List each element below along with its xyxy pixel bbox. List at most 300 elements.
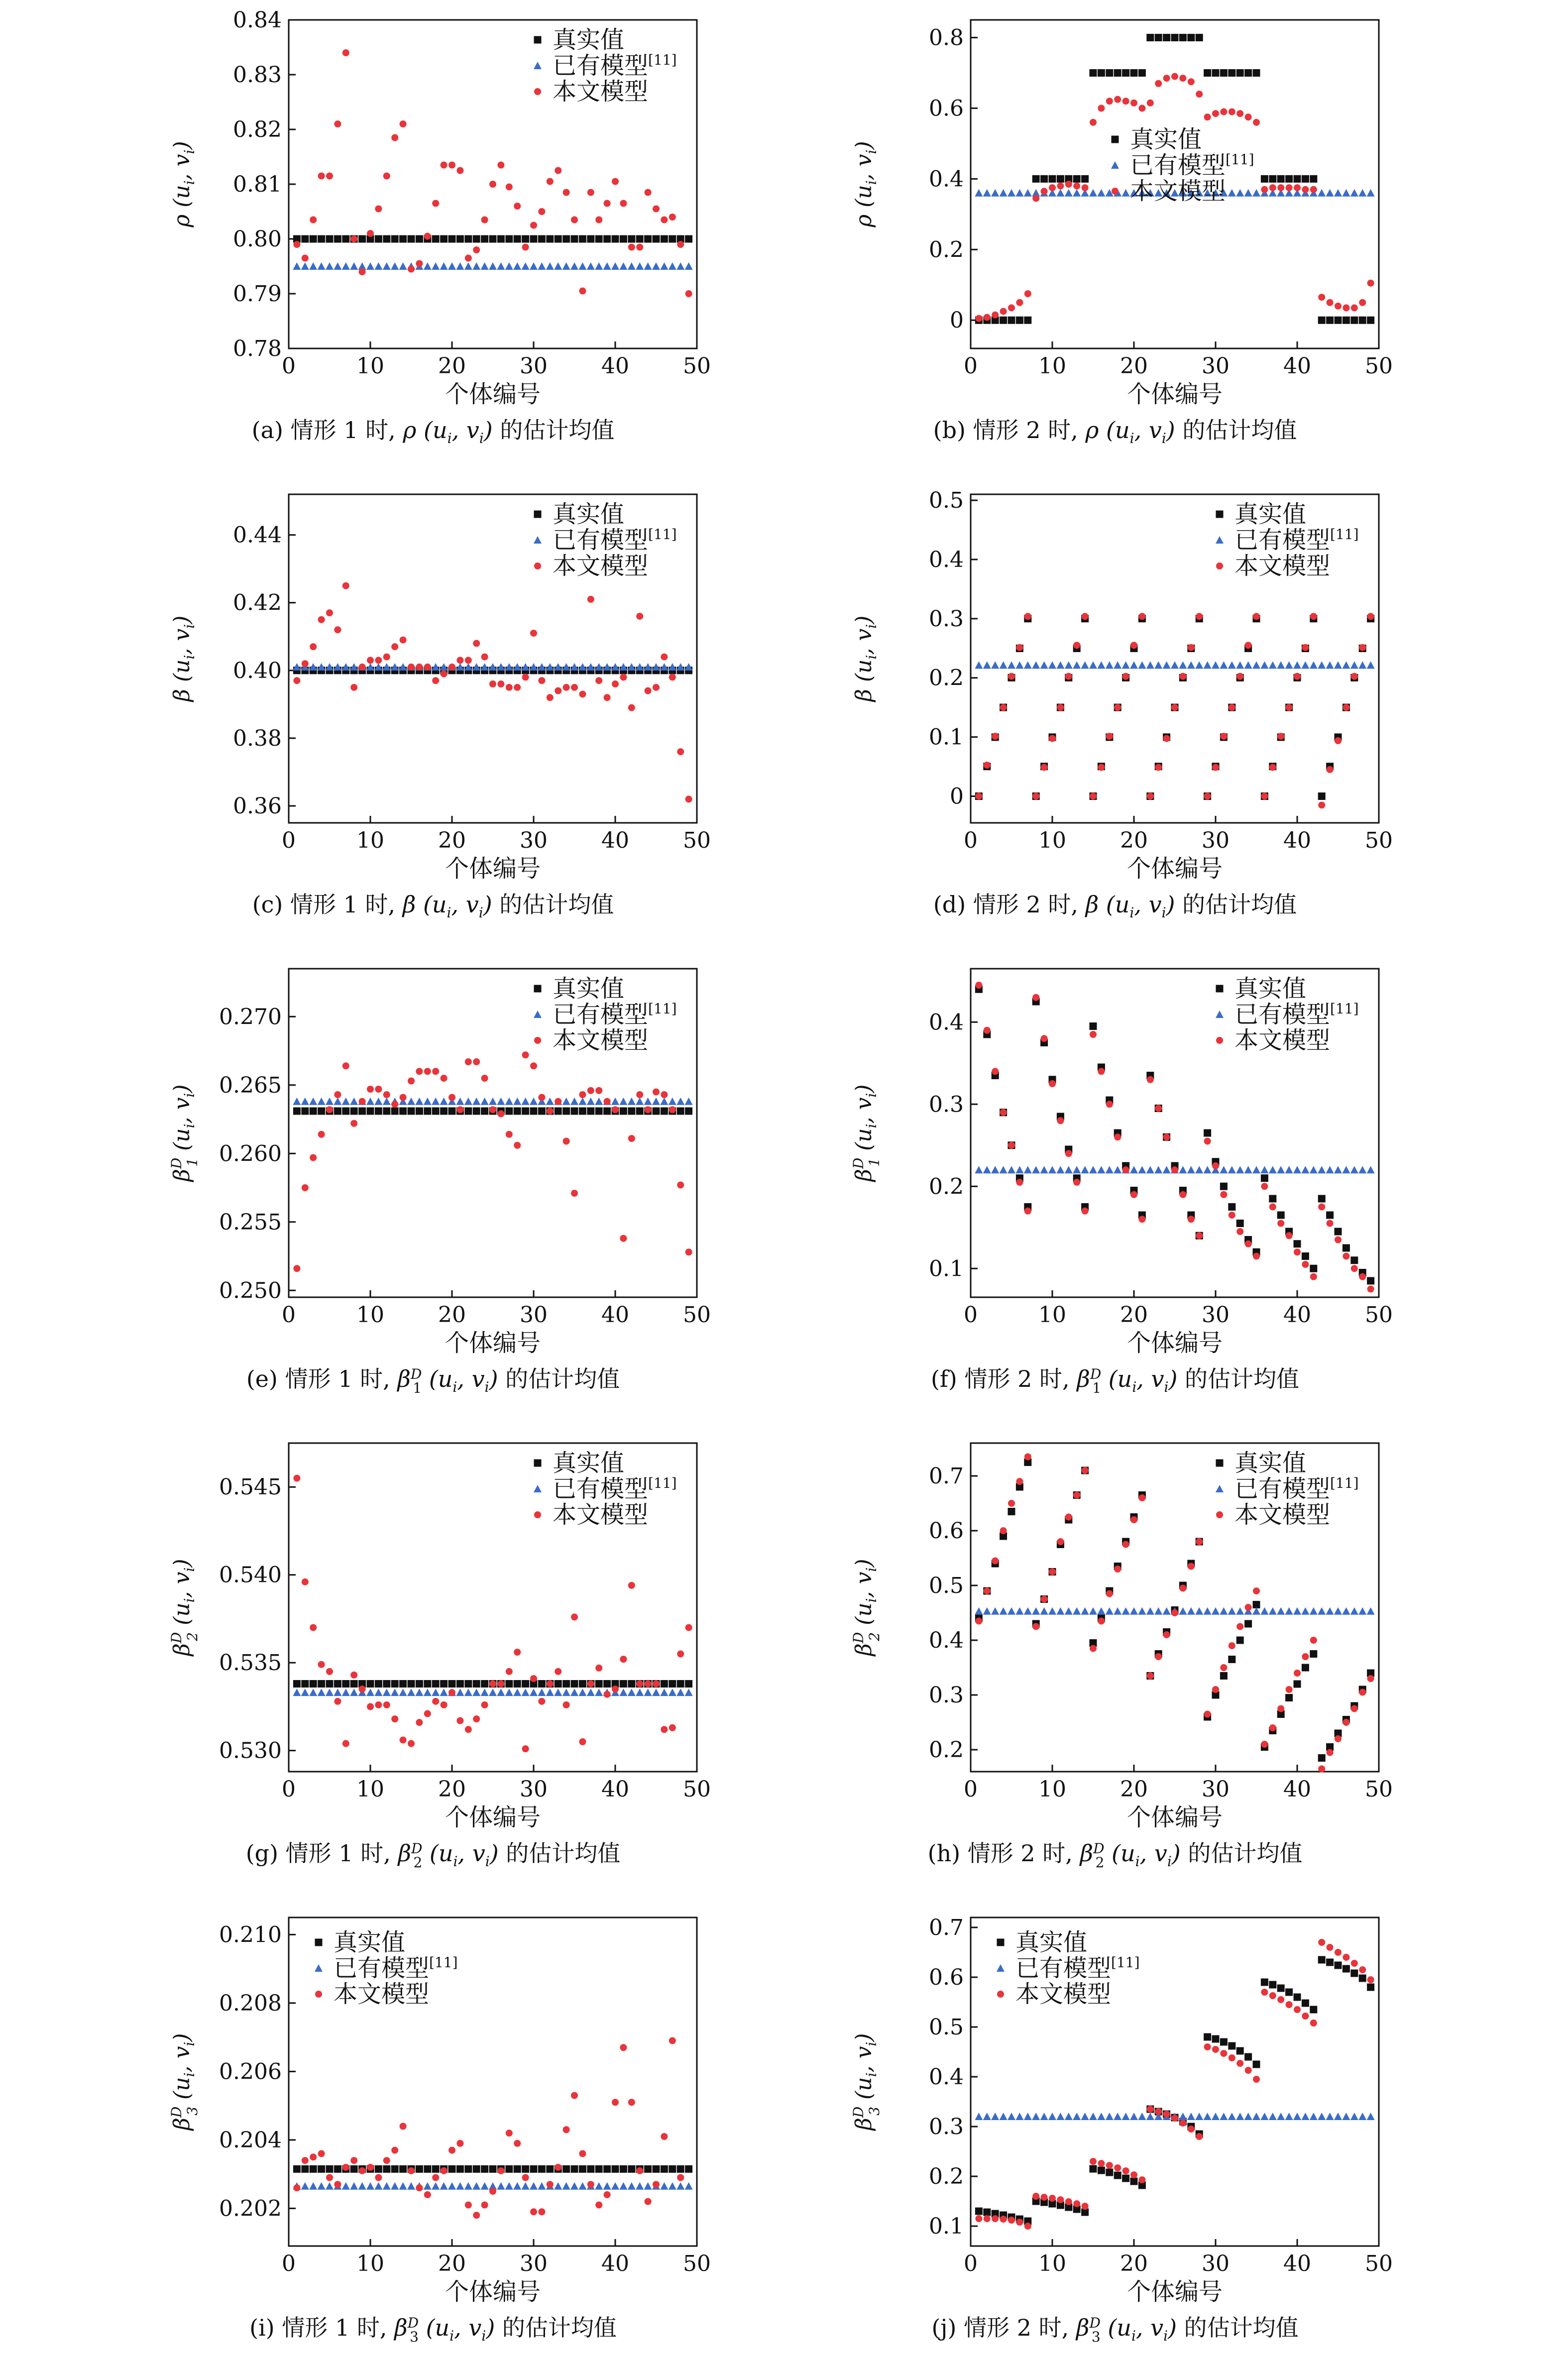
true-value-point bbox=[1090, 69, 1097, 77]
proposed-model-point bbox=[1212, 2046, 1219, 2053]
proposed-model-point bbox=[481, 654, 488, 661]
y-axis-label: $\beta^D2$ ($u_i$, $v_i$) bbox=[850, 1559, 883, 1656]
proposed-model-point bbox=[1188, 1216, 1195, 1223]
true-value-point bbox=[530, 235, 538, 243]
proposed-model-point bbox=[334, 1698, 341, 1705]
existing-model-point bbox=[1204, 2113, 1212, 2120]
true-value-point bbox=[1367, 317, 1374, 324]
true-value-point bbox=[620, 2165, 627, 2173]
existing-model-point bbox=[1187, 1607, 1195, 1615]
existing-model-point bbox=[530, 1098, 538, 1105]
existing-model-point bbox=[334, 1098, 341, 1105]
proposed-model-point bbox=[448, 664, 455, 671]
existing-model-point bbox=[619, 1098, 627, 1105]
existing-model-point bbox=[1089, 1166, 1097, 1173]
series-triangle bbox=[293, 262, 692, 270]
proposed-model-point bbox=[1351, 673, 1358, 680]
proposed-model-point bbox=[497, 162, 504, 169]
proposed-model-point bbox=[441, 1701, 448, 1708]
proposed-model-point bbox=[465, 255, 472, 262]
proposed-model-point bbox=[1335, 1949, 1342, 1956]
proposed-model-point bbox=[1359, 1273, 1366, 1280]
proposed-model-point bbox=[563, 1138, 570, 1145]
true-value-point bbox=[653, 235, 660, 243]
y-tick-label: 0.83 bbox=[233, 62, 282, 88]
existing-model-point bbox=[1220, 2113, 1228, 2120]
existing-model-point bbox=[505, 262, 513, 270]
proposed-model-point bbox=[367, 230, 374, 237]
existing-model-point bbox=[554, 262, 562, 270]
proposed-model-point bbox=[473, 1058, 480, 1065]
proposed-model-point bbox=[391, 643, 398, 650]
existing-model-point bbox=[464, 1689, 472, 1696]
true-value-point bbox=[1155, 34, 1162, 41]
y-tick-label: 0.4 bbox=[929, 1628, 964, 1653]
proposed-model-point bbox=[1343, 704, 1349, 711]
proposed-model-point bbox=[481, 217, 488, 224]
true-value-point bbox=[1302, 175, 1309, 183]
existing-model-point bbox=[1130, 1166, 1138, 1173]
true-value-point bbox=[326, 235, 334, 243]
existing-model-point bbox=[587, 1689, 595, 1696]
proposed-model-point bbox=[1114, 2164, 1121, 2171]
true-value-point bbox=[481, 1680, 488, 1688]
proposed-model-point bbox=[1000, 2216, 1007, 2223]
proposed-model-point bbox=[1327, 1749, 1334, 1756]
existing-model-point bbox=[530, 2182, 538, 2190]
true-value-point bbox=[456, 2165, 464, 2173]
proposed-model-point bbox=[1106, 1101, 1113, 1108]
proposed-model-point bbox=[441, 1075, 448, 1082]
existing-model-point bbox=[472, 1098, 480, 1105]
x-tick-label: 10 bbox=[1038, 828, 1066, 853]
y-tick-label: 0.1 bbox=[929, 724, 964, 750]
proposed-model-point bbox=[1114, 96, 1121, 103]
proposed-model-point bbox=[1073, 2200, 1080, 2207]
true-value-point bbox=[1130, 69, 1138, 77]
existing-model-point bbox=[505, 2182, 513, 2190]
true-value-point bbox=[326, 1680, 334, 1688]
proposed-model-point bbox=[489, 680, 496, 687]
existing-model-point bbox=[1326, 661, 1334, 669]
proposed-model-point bbox=[416, 2184, 423, 2191]
x-tick-label: 10 bbox=[356, 353, 384, 379]
existing-model-point bbox=[1008, 1166, 1015, 1173]
panel-b bbox=[851, 20, 1393, 447]
proposed-model-point bbox=[1024, 613, 1031, 620]
x-tick-label: 40 bbox=[1283, 828, 1311, 853]
proposed-model-point bbox=[1261, 1741, 1268, 1748]
y-tick-label: 0.5 bbox=[929, 2015, 964, 2040]
series-triangle bbox=[293, 663, 692, 671]
true-value-point bbox=[473, 2165, 480, 2173]
proposed-model-point bbox=[1220, 1191, 1227, 1198]
proposed-model-point bbox=[1163, 735, 1170, 742]
existing-model-point bbox=[669, 1689, 676, 1696]
existing-model-point bbox=[489, 1098, 497, 1105]
existing-model-point bbox=[415, 1689, 423, 1696]
proposed-model-point bbox=[1041, 188, 1048, 195]
existing-model-point bbox=[1122, 2113, 1130, 2120]
proposed-model-point bbox=[1171, 1166, 1178, 1173]
proposed-model-point bbox=[514, 684, 521, 691]
proposed-model-point bbox=[473, 2212, 480, 2219]
proposed-model-point bbox=[1294, 2006, 1301, 2013]
existing-model-point bbox=[562, 1098, 570, 1105]
true-value-point bbox=[1024, 317, 1031, 324]
proposed-model-point bbox=[1057, 1117, 1064, 1124]
proposed-model-point bbox=[1024, 1454, 1031, 1461]
proposed-model-point bbox=[1008, 304, 1015, 311]
proposed-model-point bbox=[1147, 1673, 1154, 1680]
existing-model-point bbox=[1334, 661, 1342, 669]
true-value-point bbox=[1049, 175, 1056, 183]
true-value-point bbox=[358, 1108, 366, 1115]
legend bbox=[1216, 975, 1359, 1054]
panel-e bbox=[168, 969, 711, 1396]
existing-model-point bbox=[587, 1098, 595, 1105]
existing-model-point bbox=[538, 2182, 546, 2190]
proposed-model-point bbox=[563, 189, 570, 196]
true-value-point bbox=[1228, 1203, 1235, 1211]
proposed-model-point bbox=[1041, 1035, 1048, 1042]
true-value-point bbox=[1204, 69, 1211, 77]
legend-label: 本文模型 bbox=[1234, 552, 1331, 580]
proposed-model-point bbox=[1294, 184, 1301, 191]
existing-model-point bbox=[481, 1098, 489, 1105]
y-tick-label: 0.8 bbox=[929, 25, 964, 51]
true-value-point bbox=[375, 2165, 382, 2173]
existing-model-point bbox=[1097, 2113, 1105, 2120]
existing-model-point bbox=[1097, 1166, 1105, 1173]
proposed-model-point bbox=[1367, 1286, 1374, 1293]
existing-model-point bbox=[1122, 661, 1130, 669]
x-tick-label: 40 bbox=[601, 353, 629, 379]
true-value-point bbox=[424, 2165, 431, 2173]
proposed-model-point bbox=[497, 680, 504, 687]
legend-label: 本文模型 bbox=[553, 1501, 649, 1529]
proposed-model-point bbox=[293, 1475, 300, 1482]
existing-model-point bbox=[1008, 1607, 1015, 1615]
true-value-point bbox=[489, 235, 497, 243]
existing-model-point bbox=[676, 2182, 684, 2190]
proposed-model-point bbox=[595, 677, 602, 684]
x-tick-label: 20 bbox=[1120, 353, 1148, 379]
proposed-model-point bbox=[677, 1651, 684, 1658]
x-tick-label: 30 bbox=[520, 828, 548, 853]
true-value-point bbox=[1310, 1650, 1317, 1658]
x-tick-label: 0 bbox=[964, 1302, 978, 1328]
existing-model-point bbox=[301, 2182, 309, 2190]
true-value-point bbox=[1122, 69, 1129, 77]
panel-d bbox=[851, 488, 1393, 921]
existing-model-point bbox=[1220, 661, 1228, 669]
proposed-model-point bbox=[975, 315, 982, 322]
true-value-point bbox=[1261, 175, 1268, 183]
x-tick-label: 40 bbox=[601, 1777, 629, 1802]
proposed-model-point bbox=[1122, 673, 1129, 680]
proposed-model-point bbox=[1163, 1631, 1170, 1638]
legend-label: 已有模型[11] bbox=[1130, 151, 1254, 179]
proposed-model-point bbox=[1294, 673, 1301, 680]
proposed-model-point bbox=[408, 266, 415, 273]
true-value-point bbox=[538, 235, 546, 243]
true-value-point bbox=[456, 235, 464, 243]
proposed-model-point bbox=[992, 312, 999, 319]
true-value-point bbox=[685, 235, 692, 243]
x-tick-label: 10 bbox=[1038, 2251, 1066, 2276]
true-value-point bbox=[1016, 317, 1023, 324]
y-tick-label: 0.208 bbox=[219, 1990, 282, 2016]
legend-label: 真实值 bbox=[553, 26, 625, 54]
proposed-model-point bbox=[1098, 1068, 1105, 1075]
true-value-point bbox=[408, 235, 415, 243]
existing-model-point bbox=[374, 1098, 382, 1105]
true-value-point bbox=[383, 1680, 390, 1688]
proposed-model-point bbox=[636, 613, 643, 620]
proposed-model-point bbox=[1261, 1989, 1268, 1996]
proposed-model-point bbox=[334, 626, 341, 633]
legend-marker-triangle bbox=[534, 1011, 542, 1018]
proposed-model-point bbox=[424, 2191, 431, 2198]
existing-model-point bbox=[440, 2182, 448, 2190]
true-value-point bbox=[1220, 2038, 1228, 2046]
proposed-model-point bbox=[1343, 1954, 1349, 1961]
true-value-point bbox=[301, 235, 309, 243]
proposed-model-point bbox=[984, 762, 991, 769]
proposed-model-point bbox=[506, 1131, 513, 1138]
proposed-model-point bbox=[685, 1248, 692, 1255]
existing-model-point bbox=[1032, 1607, 1040, 1615]
existing-model-point bbox=[1081, 1166, 1089, 1173]
existing-model-point bbox=[1048, 661, 1056, 669]
legend-marker-circle bbox=[1216, 563, 1223, 569]
proposed-model-point bbox=[1359, 1689, 1366, 1696]
proposed-model-point bbox=[408, 1740, 415, 1747]
true-value-point bbox=[1073, 175, 1081, 183]
existing-model-point bbox=[415, 1098, 423, 1105]
x-tick-label: 0 bbox=[282, 1777, 296, 1802]
existing-model-point bbox=[1008, 189, 1015, 197]
proposed-model-point bbox=[1302, 186, 1309, 193]
true-value-point bbox=[603, 235, 611, 243]
proposed-model-point bbox=[473, 640, 480, 647]
existing-model-point bbox=[293, 262, 301, 270]
x-tick-label: 40 bbox=[601, 828, 629, 853]
proposed-model-point bbox=[383, 654, 390, 661]
existing-model-point bbox=[1163, 661, 1171, 669]
proposed-model-point bbox=[1236, 1228, 1243, 1235]
proposed-model-point bbox=[538, 1698, 545, 1705]
proposed-model-point bbox=[1138, 613, 1145, 620]
y-tick-label: 0.6 bbox=[929, 1518, 964, 1544]
proposed-model-point bbox=[293, 1265, 300, 1272]
existing-model-point bbox=[1154, 1166, 1162, 1173]
existing-model-point bbox=[497, 1689, 505, 1696]
proposed-model-point bbox=[465, 1058, 472, 1065]
true-value-point bbox=[367, 1108, 374, 1115]
existing-model-point bbox=[1130, 661, 1138, 669]
existing-model-point bbox=[1358, 1607, 1366, 1615]
existing-model-point bbox=[350, 1689, 358, 1696]
proposed-model-point bbox=[1188, 1563, 1195, 1570]
existing-model-point bbox=[1024, 1607, 1032, 1615]
existing-model-point bbox=[513, 2182, 521, 2190]
proposed-model-point bbox=[1147, 792, 1154, 799]
legend-label: 真实值 bbox=[334, 1928, 406, 1956]
proposed-model-point bbox=[1082, 1208, 1089, 1215]
legend-marker-circle bbox=[534, 1511, 541, 1518]
proposed-model-point bbox=[1245, 113, 1252, 120]
existing-model-point bbox=[383, 1098, 391, 1105]
existing-model-point bbox=[1106, 1166, 1114, 1173]
true-value-point bbox=[1098, 2167, 1105, 2174]
proposed-model-point bbox=[1065, 1150, 1072, 1157]
existing-model-point bbox=[1244, 2113, 1252, 2120]
y-tick-label: 0.4 bbox=[929, 1010, 964, 1035]
caption: (c) 情形 1 时, β ($u_i$, $v_i$) 的估计均值 bbox=[252, 891, 614, 921]
existing-model-point bbox=[628, 262, 636, 270]
x-tick-label: 40 bbox=[601, 2251, 629, 2276]
existing-model-point bbox=[1236, 661, 1244, 669]
proposed-model-point bbox=[1057, 2196, 1064, 2203]
true-value-point bbox=[293, 1680, 301, 1688]
proposed-model-point bbox=[628, 1135, 635, 1142]
proposed-model-point bbox=[661, 654, 668, 661]
proposed-model-point bbox=[1277, 1996, 1284, 2003]
true-value-point bbox=[342, 1108, 349, 1115]
y-tick-label: 0.206 bbox=[219, 2059, 282, 2085]
existing-model-point bbox=[554, 2182, 562, 2190]
true-value-point bbox=[416, 1108, 423, 1115]
proposed-model-point bbox=[465, 2202, 472, 2209]
caption: (f) 情形 2 时, $\beta^D$ 1 ($u_i$, $v_i$) 的估计均值 bbox=[930, 1365, 1300, 1396]
existing-model-point bbox=[1040, 661, 1048, 669]
proposed-model-point bbox=[1179, 673, 1186, 680]
existing-model-point bbox=[432, 1689, 440, 1696]
proposed-model-point bbox=[984, 1587, 991, 1594]
proposed-model-point bbox=[383, 1701, 390, 1708]
proposed-model-point bbox=[318, 1661, 325, 1668]
proposed-model-point bbox=[1106, 733, 1113, 740]
existing-model-point bbox=[1252, 189, 1260, 197]
existing-model-point bbox=[676, 1098, 684, 1105]
existing-model-point bbox=[1310, 1607, 1318, 1615]
x-tick-label: 50 bbox=[683, 353, 711, 379]
existing-model-point bbox=[546, 1098, 554, 1105]
existing-model-point bbox=[1236, 1166, 1244, 1173]
existing-model-point bbox=[1114, 1607, 1121, 1615]
proposed-model-point bbox=[1082, 1467, 1089, 1474]
proposed-model-point bbox=[1032, 2193, 1039, 2200]
true-value-point bbox=[1090, 1022, 1097, 1030]
existing-model-point bbox=[1358, 1166, 1366, 1173]
true-value-point bbox=[661, 1680, 668, 1688]
x-tick-label: 20 bbox=[438, 1302, 466, 1328]
proposed-model-point bbox=[1367, 1976, 1374, 1983]
legend bbox=[315, 1928, 458, 2008]
proposed-model-point bbox=[441, 671, 448, 677]
true-value-point bbox=[1146, 34, 1154, 41]
existing-model-point bbox=[991, 1607, 999, 1615]
existing-model-point bbox=[1000, 2113, 1008, 2120]
proposed-model-point bbox=[555, 1668, 561, 1675]
x-tick-label: 30 bbox=[1202, 1777, 1230, 1802]
existing-model-point bbox=[358, 2182, 366, 2190]
existing-model-point bbox=[293, 1098, 301, 1105]
existing-model-point bbox=[399, 2182, 407, 2190]
proposed-model-point bbox=[530, 1675, 537, 1682]
existing-model-point bbox=[676, 1689, 684, 1696]
proposed-model-point bbox=[1327, 1944, 1334, 1951]
y-tick-label: 0.4 bbox=[929, 166, 964, 192]
existing-model-point bbox=[1269, 2113, 1277, 2120]
proposed-model-point bbox=[1286, 1232, 1293, 1239]
existing-model-point bbox=[1301, 1607, 1309, 1615]
existing-model-point bbox=[1195, 2113, 1203, 2120]
true-value-point bbox=[1220, 1183, 1228, 1190]
x-axis-label: 个体编号 bbox=[445, 855, 541, 883]
series-triangle bbox=[975, 661, 1374, 669]
legend-marker-square bbox=[534, 36, 542, 44]
proposed-model-point bbox=[1057, 704, 1064, 711]
proposed-model-point bbox=[992, 1558, 999, 1565]
y-axis-label: $\beta^D3$ ($u_i$, $v_i$) bbox=[850, 2033, 883, 2131]
true-value-point bbox=[1343, 1244, 1350, 1252]
proposed-model-point bbox=[302, 1578, 309, 1585]
proposed-model-point bbox=[1082, 184, 1089, 191]
existing-model-point bbox=[1285, 2113, 1293, 2120]
series-square bbox=[293, 2165, 692, 2173]
proposed-model-point bbox=[489, 1681, 496, 1688]
true-value-point bbox=[448, 235, 456, 243]
existing-model-point bbox=[391, 2182, 399, 2190]
caption: (e) 情形 1 时, $\beta^D$ 1 ($u_i$, $v_i$) 的估计均值 bbox=[246, 1365, 620, 1396]
proposed-model-point bbox=[1318, 1939, 1325, 1946]
proposed-model-point bbox=[1041, 764, 1048, 771]
true-value-point bbox=[375, 1108, 382, 1115]
proposed-model-point bbox=[1057, 183, 1064, 190]
true-value-point bbox=[1343, 317, 1350, 324]
proposed-model-point bbox=[1130, 100, 1137, 107]
x-tick-label: 20 bbox=[438, 353, 466, 379]
true-value-point bbox=[1318, 792, 1326, 800]
existing-model-point bbox=[309, 1098, 317, 1105]
existing-model-point bbox=[481, 2182, 489, 2190]
proposed-model-point bbox=[538, 677, 545, 684]
true-value-point bbox=[424, 1108, 431, 1115]
true-value-point bbox=[505, 1108, 513, 1115]
proposed-model-point bbox=[506, 684, 513, 691]
proposed-model-point bbox=[612, 680, 619, 687]
proposed-model-point bbox=[685, 795, 692, 802]
x-axis-label: 个体编号 bbox=[1126, 1803, 1223, 1831]
true-value-point bbox=[1350, 317, 1358, 324]
existing-model-point bbox=[1228, 189, 1236, 197]
existing-model-point bbox=[489, 1689, 497, 1696]
proposed-model-point bbox=[677, 748, 684, 755]
true-value-point bbox=[1008, 317, 1015, 324]
true-value-point bbox=[350, 1680, 358, 1688]
existing-model-point bbox=[1195, 661, 1203, 669]
proposed-model-point bbox=[1130, 2171, 1137, 2178]
existing-model-point bbox=[644, 1689, 652, 1696]
proposed-model-point bbox=[1253, 2076, 1260, 2083]
proposed-model-point bbox=[318, 173, 325, 180]
existing-model-point bbox=[1024, 2113, 1032, 2120]
true-value-point bbox=[555, 1680, 562, 1688]
proposed-model-point bbox=[1090, 1645, 1097, 1652]
